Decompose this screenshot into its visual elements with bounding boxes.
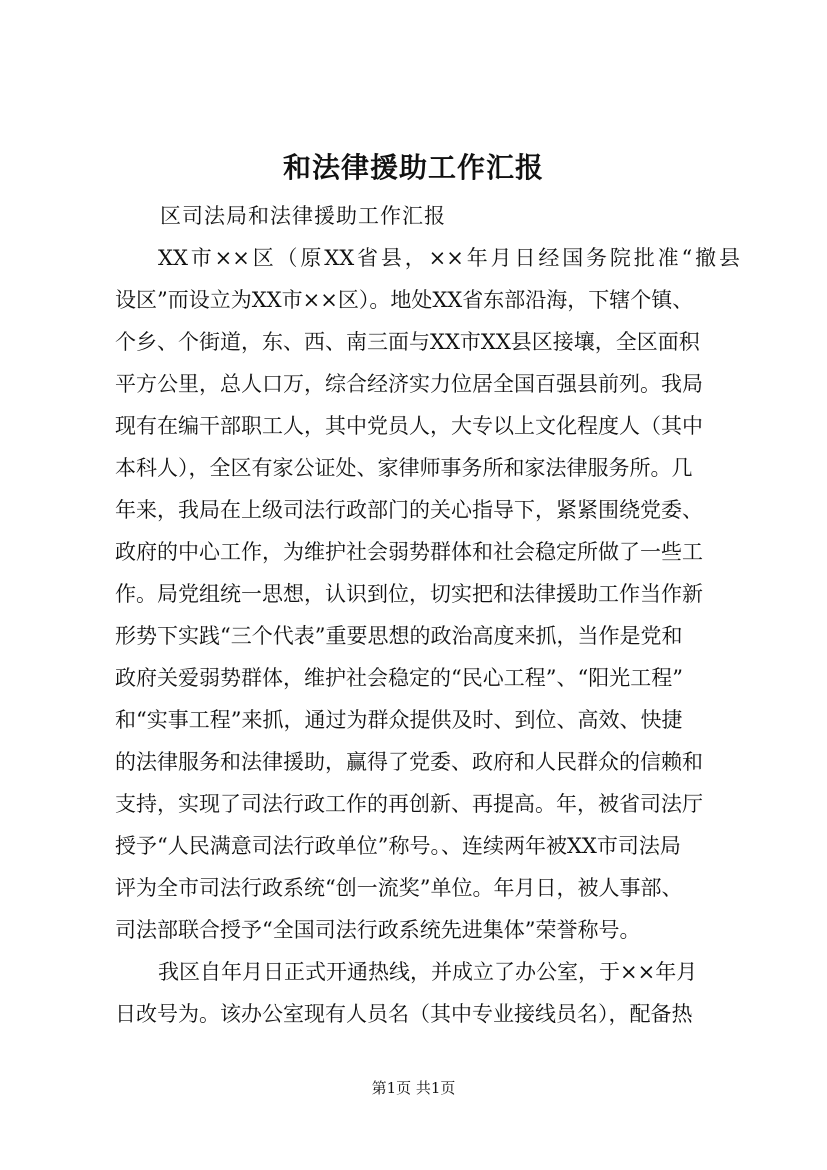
body-line: 政府的中心工作，为维护社会弱势群体和社会稳定所做了一些工 bbox=[115, 540, 703, 564]
body-line: 个乡、个街道，东、西、南三面与XX市XX县区接壤，全区面积 bbox=[115, 330, 700, 354]
body-line: 政府关爱弱势群体，维护社会稳定的“民心工程”、“阳光工程” bbox=[115, 666, 683, 690]
body-line: 本科人），全区有家公证处、家律师事务所和家法律服务所。几 bbox=[115, 456, 693, 480]
body-line: 授予“人民满意司法行政单位”称号。、连续两年被XX市司法局 bbox=[115, 834, 681, 858]
body-line: 我区自年月日正式开通热线，并成立了办公室，于××年月 bbox=[158, 960, 698, 984]
body-line: 司法部联合授予“全国司法行政系统先进集体”荣誉称号。 bbox=[115, 918, 641, 942]
body-line: 评为全市司法行政系统“创一流奖”单位。年月日，被人事部、 bbox=[115, 876, 683, 900]
body-line: 日改号为。该办公室现有人员名（其中专业接线员名），配备热 bbox=[115, 1002, 693, 1026]
page-number: 第1页 共1页 bbox=[371, 1079, 456, 1097]
body-line: 平方公里，总人口万，综合经济实力位居全国百强县前列。我局 bbox=[115, 372, 703, 396]
body-line: 作。局党组统一思想，认识到位，切实把和法律援助工作当作新 bbox=[115, 582, 703, 606]
document-subtitle: 区司法局和法律援助工作汇报 bbox=[160, 204, 446, 228]
document-title: 和法律援助工作汇报 bbox=[282, 151, 544, 184]
body-line: 设区”而设立为XX市××区）。地处XX省东部沿海，下辖个镇、 bbox=[115, 288, 694, 312]
body-line: 支持，实现了司法行政工作的再创新、再提高。年，被省司法厅 bbox=[115, 792, 703, 816]
body-line: 和“实事工程”来抓，通过为群众提供及时、到位、高效、快捷 bbox=[115, 708, 683, 732]
body-line: XX市××区（原XX省县，××年月日经国务院批准“撤县 bbox=[158, 246, 740, 270]
body-line: 形势下实践“三个代表”重要思想的政治高度来抓，当作是党和 bbox=[115, 624, 683, 648]
body-line: 年来，我局在上级司法行政部门的关心指导下，紧紧围绕党委、 bbox=[115, 498, 703, 522]
body-line: 现有在编干部职工人，其中党员人，大专以上文化程度人（其中 bbox=[115, 414, 703, 438]
body-line: 的法律服务和法律援助，赢得了党委、政府和人民群众的信赖和 bbox=[115, 750, 703, 774]
